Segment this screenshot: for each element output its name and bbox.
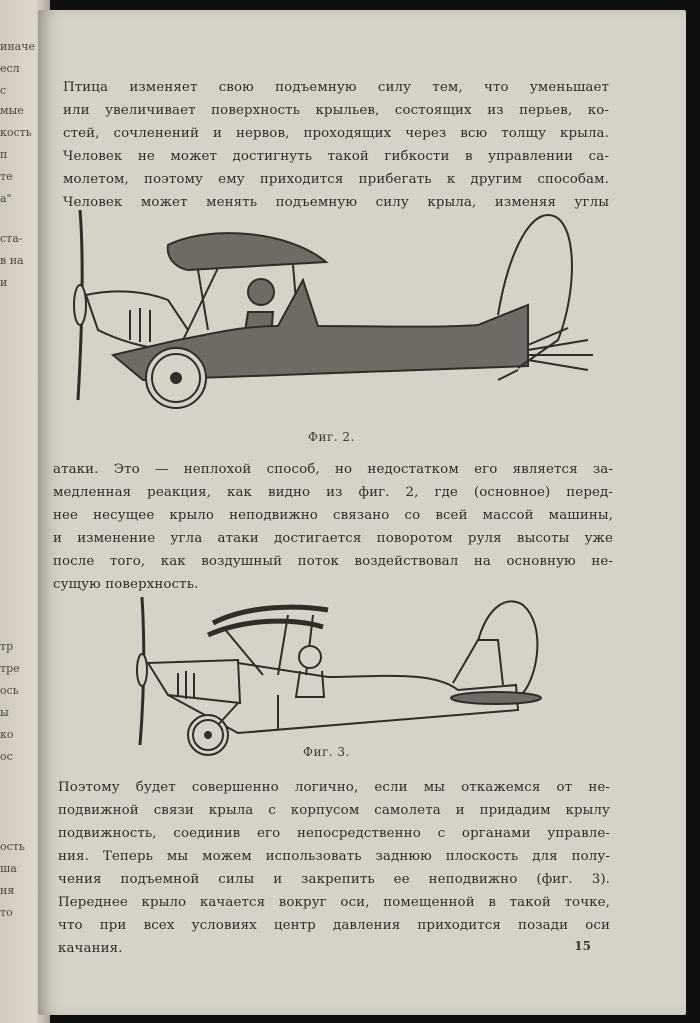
text-line: Птица изменяет свою подъемную силу тем, что уменьшает [63,80,609,95]
text-line: молетом, поэтому ему приходится прибегать к другим способам. [63,172,609,187]
figure-3-airplane-illustration [128,585,548,755]
facing-page-fragment: ось [0,684,19,697]
facing-page-fragment: тре [0,662,20,675]
facing-page-fragment: ос [0,750,13,763]
facing-page-fragment: ша [0,862,17,875]
text-line: подвижной связи крыла с корпусом самолета и придадим крылу [58,803,610,818]
text-line: качания. [58,941,123,956]
facing-page-fragment: ы [0,706,9,719]
facing-page-fragment: тр [0,640,14,653]
figure-3-caption: Фиг. 3. [303,745,350,759]
text-line: атаки. Это — неплохой способ, но недостатком его является за- [53,462,613,477]
facing-page-fragment: те [0,170,13,183]
text-line: Поэтому будет совершенно логично, если мы откажемся от не- [58,780,610,795]
facing-page-fragment: ко [0,728,14,741]
text-line: медленная реакция, как видно из фиг. 2, где (основное) перед- [53,485,613,500]
figure-2-biplane-illustration [58,200,618,430]
facing-page-fragment: а" [0,192,12,205]
facing-page-fragment: и [0,276,8,289]
facing-page-fragment: ость [0,840,25,853]
figure-2-caption: Фиг. 2. [308,430,355,444]
text-line: чения подъемной силы и закрепить ее неподвижно (фиг. 3). [58,872,610,887]
text-line: сущую поверхность. [53,577,199,592]
text-line: Человек не может достигнуть такой гибкости в управлении са- [63,149,609,164]
text-line: ния. Теперь мы можем использовать заднюю плоскость для полу- [58,849,610,864]
facing-page-fragment: в на [0,254,24,267]
text-line: Переднее крыло качается вокруг оси, помещенной в такой точке, [58,895,610,910]
paragraph-2 [53,458,613,596]
facing-page-fragment: кость [0,126,32,139]
page-number: 15 [574,939,591,953]
book-page [38,10,686,1015]
text-line: подвижность, соединив его непосредственно с органами управле- [58,826,610,841]
facing-page-fragment: ста- [0,232,23,245]
facing-page-fragment: с [0,84,7,97]
facing-page-fragment: п [0,148,8,161]
text-line: и изменение угла атаки достигается поворотом руля высоты уже [53,531,613,546]
facing-page-fragment: ня [0,884,15,897]
facing-page-fragment: иначе [0,40,36,53]
facing-page-fragment: есл [0,62,20,75]
facing-page-fragment: мые [0,104,24,117]
text-line: нее несущее крыло неподвижно связано со всей массой машины, [53,508,613,523]
text-line: что при всех условиях центр давления приходится позади оси [58,918,610,933]
paragraph-1 [63,76,609,214]
text-line: после того, как воздушный поток воздействовал на основную не- [53,554,613,569]
facing-page-fragment: то [0,906,13,919]
text-line: стей, сочленений и нервов, проходящих через всю толщу крыла. [63,126,609,141]
paragraph-3 [58,776,610,960]
text-line: или увеличивает поверхность крыльев, состоящих из перьев, ко- [63,103,609,118]
text-line: Человек может менять подъемную силу крыла, изменяя углы [63,195,609,210]
